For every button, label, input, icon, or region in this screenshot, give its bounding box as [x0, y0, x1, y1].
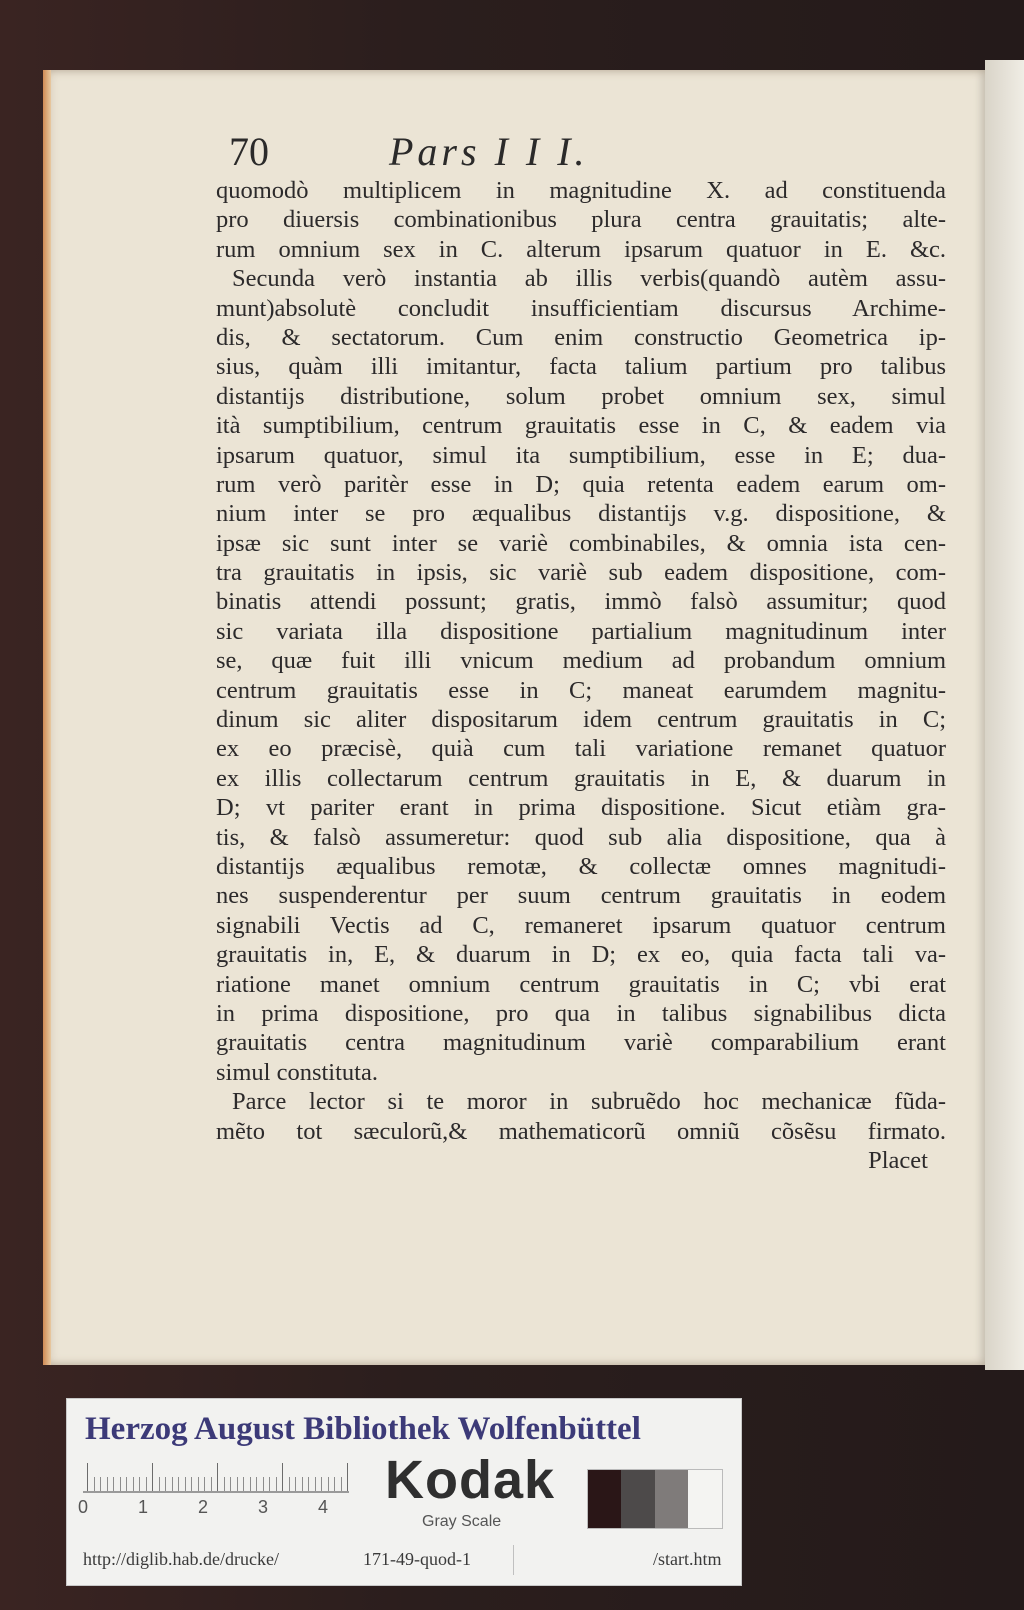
text-line: ex eo præcisè, quià cum tali variatione remanet quatuor [216, 735, 946, 763]
running-title: Pars I I I. [389, 129, 589, 174]
ruler-tick [217, 1463, 218, 1491]
ruler-tick [230, 1477, 231, 1491]
text-line: dinum sic aliter dispositarum idem centrum grauitatis in C; [216, 706, 946, 734]
ruler-tick [328, 1477, 329, 1491]
ruler-tick [120, 1477, 121, 1491]
ruler-tick [256, 1477, 257, 1491]
ruler-tick [107, 1477, 108, 1491]
text-line: grauitatis in, E, & duarum in D; ex eo, quia facta tali va- [216, 941, 946, 969]
ruler-tick [113, 1477, 114, 1491]
text-line: nes suspenderentur per suum centrum grauitatis in eodem [216, 882, 946, 910]
text-line: se, quæ fuit illi vnicum medium ad probandum omnium [216, 647, 946, 675]
swatch-dark-gray [621, 1470, 655, 1528]
ruler-tick [237, 1477, 238, 1491]
ruler-tick [276, 1477, 277, 1491]
url-end: /start.htm [653, 1549, 722, 1569]
text-line: sic variata illa dispositione partialium magnitudinum inter [216, 617, 946, 645]
text-line: tis, & falsò assumeretur: quod sub alia dispositione, qua à [216, 823, 946, 851]
ruler-tick [87, 1463, 88, 1491]
ruler-tick [243, 1477, 244, 1491]
gray-scale-swatches [587, 1469, 723, 1529]
adjacent-page-edge [985, 60, 1024, 1370]
url-id: 171-49-quod-1 [363, 1549, 471, 1569]
text-line: munt)absolutè concludit insufficientiam discursus Archime- [216, 294, 946, 322]
scale-number: 2 [197, 1497, 208, 1517]
page-gutter-shadow [43, 70, 51, 1365]
text-line: tra grauitatis in ipsis, sic variè sub eadem dispositione, com- [216, 559, 946, 587]
text-line: ità sumptibilium, centrum grauitatis esse in C, & eadem via [216, 412, 946, 440]
gray-scale-label: Gray Scale [422, 1513, 502, 1530]
ruler-tick [321, 1477, 322, 1491]
catchword: Placet [868, 1146, 928, 1174]
kodak-logo: Kodak [385, 1450, 556, 1510]
library-target-card [66, 1398, 742, 1586]
ruler-tick [100, 1477, 101, 1491]
ruler-tick [334, 1477, 335, 1491]
text-line: D; vt pariter erant in prima dispositione. Sicut etiàm gra- [216, 794, 946, 822]
ruler-tick [295, 1477, 296, 1491]
url-base: http://diglib.hab.de/drucke/ [83, 1549, 279, 1569]
ruler-tick [282, 1463, 283, 1491]
ruler-tick [315, 1477, 316, 1491]
ruler-tick [347, 1463, 348, 1491]
ruler-tick [289, 1477, 290, 1491]
text-line: dis, & sectatorum. Cum enim constructio Geometrica ip- [216, 323, 946, 351]
running-head [229, 128, 589, 176]
text-line: distantijs æqualibus remotæ, & collectæ omnes magnitudi- [216, 852, 946, 880]
ruler-tick [133, 1477, 134, 1491]
text-line: binatis attendi possunt; gratis, immò falsò assumitur; quod [216, 588, 946, 616]
ruler-tick [198, 1477, 199, 1491]
scale-number: 0 [77, 1497, 88, 1517]
ruler-tick [126, 1477, 127, 1491]
ruler-tick [302, 1477, 303, 1491]
body-text [216, 176, 946, 1175]
ruler-tick [204, 1477, 205, 1491]
ruler-tick [191, 1477, 192, 1491]
scale-number: 4 [317, 1497, 328, 1517]
ruler-tick [224, 1477, 225, 1491]
ruler-tick [139, 1477, 140, 1491]
text-line: centrum grauitatis esse in C; maneat earumdem magnitu- [216, 676, 946, 704]
ruler-tick [211, 1477, 212, 1491]
text-line: signabili Vectis ad C, remaneret ipsarum quatuor centrum [216, 911, 946, 939]
text-line: riatione manet omnium centrum grauitatis in C; vbi erat [216, 970, 946, 998]
page-number: 70 [229, 129, 269, 174]
swatch-white [688, 1470, 722, 1528]
swatch-black [588, 1470, 621, 1528]
ruler-tick [165, 1477, 166, 1491]
swatch-mid-gray [655, 1470, 688, 1528]
text-line: quomodò multiplicem in magnitudine X. ad constituenda [216, 177, 946, 204]
scale-number: 1 [137, 1497, 148, 1517]
text-line: pro diuersis combinationibus plura centra grauitatis; alte- [216, 206, 946, 234]
scale-ruler [83, 1463, 349, 1493]
text-line: Parce lector si te moror in subruẽdo hoc mechanicæ fũda- [232, 1088, 946, 1116]
text-line: ex illis collectarum centrum grauitatis in E, & duarum in [216, 764, 946, 792]
ruler-tick [159, 1477, 160, 1491]
scale-number: 3 [257, 1497, 268, 1517]
ruler-tick [185, 1477, 186, 1491]
text-line: in prima dispositione, pro qua in talibus signabilibus dicta [216, 999, 946, 1027]
ruler-tick [250, 1477, 251, 1491]
text-line: mẽto tot sæculorũ,& mathematicorũ omniũ cõsẽsu firmato. [216, 1117, 946, 1145]
ruler-tick [341, 1477, 342, 1491]
text-line: Secunda verò instantia ab illis verbis(quandò autèm assu- [232, 265, 946, 293]
text-line: sius, quàm illi imitantur, facta talium partium pro talibus [216, 353, 946, 381]
ruler-tick [146, 1477, 147, 1491]
ruler-tick [178, 1477, 179, 1491]
ruler-tick [152, 1463, 153, 1491]
library-title: Herzog August Bibliothek Wolfenbüttel [85, 1411, 641, 1447]
text-line: rum verò paritèr esse in D; quia retenta eadem earum om- [216, 470, 946, 498]
text-line: simul constituta. [216, 1058, 378, 1086]
text-line: distantijs distributione, solum probet omnium sex, simul [216, 382, 946, 410]
text-line: grauitatis centra magnitudinum variè comparabilium erant [216, 1029, 946, 1057]
ruler-tick [172, 1477, 173, 1491]
text-line: ipsæ sic sunt inter se variè combinabiles, & omnia ista cen- [216, 529, 946, 557]
url-separator [513, 1545, 514, 1575]
ruler-tick [94, 1477, 95, 1491]
text-line: nium inter se pro æqualibus distantijs v.g. dispositione, & [216, 500, 946, 528]
text-line: rum omnium sex in C. alterum ipsarum quatuor in E. &c. [216, 235, 946, 263]
ruler-tick [308, 1477, 309, 1491]
ruler-tick [263, 1477, 264, 1491]
ruler-tick [269, 1477, 270, 1491]
text-line: ipsarum quatuor, simul ita sumptibilium, esse in E; dua- [216, 441, 946, 469]
